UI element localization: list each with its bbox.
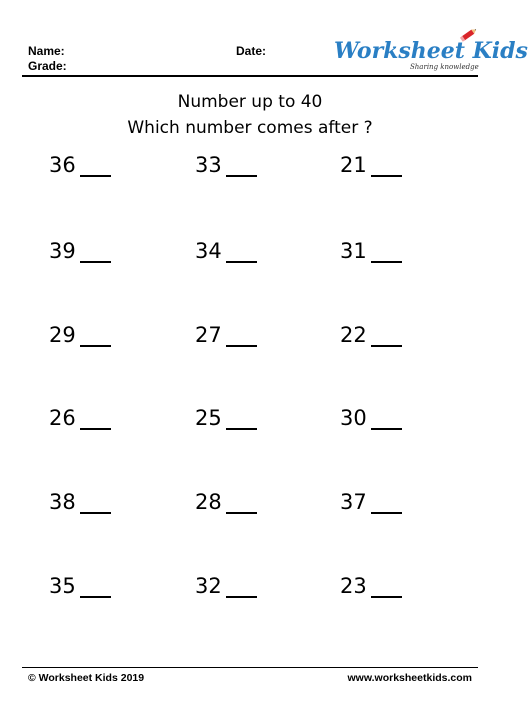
name-label: Name: — [28, 44, 65, 58]
problem-number: 26 — [49, 406, 76, 430]
problem-number: 35 — [49, 574, 76, 598]
answer-blank[interactable] — [371, 512, 402, 514]
answer-blank[interactable] — [371, 345, 402, 347]
logo-tagline: Sharing knowledge — [410, 63, 479, 71]
answer-blank[interactable] — [371, 261, 402, 263]
problem-number: 31 — [340, 239, 367, 263]
problem-number: 28 — [195, 490, 222, 514]
date-label: Date: — [236, 44, 267, 58]
answer-blank[interactable] — [226, 345, 257, 347]
answer-blank[interactable] — [371, 428, 402, 430]
answer-blank[interactable] — [226, 512, 257, 514]
problem-number: 37 — [340, 490, 367, 514]
problem-number: 27 — [195, 323, 222, 347]
answer-blank[interactable] — [80, 596, 111, 598]
problem-number: 33 — [195, 153, 222, 177]
logo-text: Worksheet Kids — [334, 38, 528, 64]
footer-website: www.worksheetkids.com — [347, 672, 472, 684]
answer-blank[interactable] — [80, 512, 111, 514]
answer-blank[interactable] — [80, 261, 111, 263]
footer-rule — [22, 667, 478, 668]
answer-blank[interactable] — [80, 428, 111, 430]
problem-number: 34 — [195, 239, 222, 263]
grade-label: Grade: — [28, 59, 67, 73]
answer-blank[interactable] — [226, 175, 257, 177]
problem-number: 38 — [49, 490, 76, 514]
problem-number: 21 — [340, 153, 367, 177]
worksheet-title: Number up to 40 — [177, 92, 323, 112]
worksheet-instruction: Which number comes after ? — [127, 118, 373, 138]
problem-number: 29 — [49, 323, 76, 347]
problem-number: 22 — [340, 323, 367, 347]
problem-number: 32 — [195, 574, 222, 598]
footer-copyright: © Worksheet Kids 2019 — [28, 672, 145, 684]
problem-number: 39 — [49, 239, 76, 263]
answer-blank[interactable] — [80, 345, 111, 347]
answer-blank[interactable] — [226, 428, 257, 430]
problem-number: 23 — [340, 574, 367, 598]
problem-number: 36 — [49, 153, 76, 177]
answer-blank[interactable] — [371, 175, 402, 177]
answer-blank[interactable] — [80, 175, 111, 177]
problem-number: 25 — [195, 406, 222, 430]
answer-blank[interactable] — [226, 261, 257, 263]
answer-blank[interactable] — [371, 596, 402, 598]
problem-number: 30 — [340, 406, 367, 430]
answer-blank[interactable] — [226, 596, 257, 598]
